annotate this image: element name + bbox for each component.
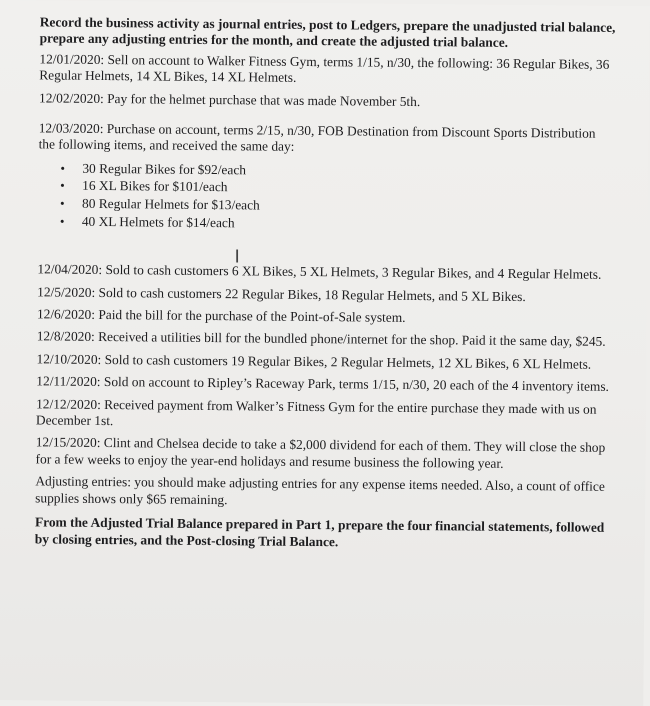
entry-12-15: 12/15/2020: Clint and Chelsea decide to take a $2,000 dividend for each of them. They will close the shop for a few weeks to enjoy the year-end holidays and resume business the following year. xyxy=(35,434,606,471)
entry-12-11: 12/11/2020: Sold on account to Ripley’s Raceway Park, terms 1/15, n/30, 20 each of the 4 inventory items. xyxy=(36,373,609,395)
entry-12-04: 12/04/2020: Sold to cash customers 6 XL Bikes, 5 XL Helmets, 3 Regular Bikes, and 4 Regular Helmets. xyxy=(37,261,602,283)
entry-12-12: 12/12/2020: Received payment from Walker’s Fitness Gym for the entire purchase they made with us on December 1st. xyxy=(35,396,597,429)
bullet: • xyxy=(59,195,65,211)
entry-12-02: 12/02/2020: Pay for the helmet purchase that was made November 5th. xyxy=(38,90,421,109)
bullet: • xyxy=(60,178,65,194)
purchase-item-label: 16 XL Bikes for $101/each xyxy=(82,178,228,195)
instructions-block xyxy=(31,14,616,52)
bullet: • xyxy=(59,213,65,229)
purchase-items-list xyxy=(38,159,615,235)
entry-12-05: 12/5/2020: Sold to cash customers 22 Regular Bikes, 18 Regular Helmets, and 5 XL Bikes. xyxy=(37,283,526,304)
entry-12-03: 12/03/2020: Purchase on account, terms 2/15, n/30, FOB Destination from Discount Sports Distribution the following items, and received the same day: xyxy=(38,120,596,155)
purchase-item-label: 40 XL Helmets for $14/each xyxy=(81,213,235,230)
financial-statements-instructions: From the Adjusted Trial Balance prepared in Part 1, prepare the four financial statements, followed by closing entries, and the Post-closing Trial Balance. xyxy=(34,514,605,549)
entry-12-06: 12/6/2020: Paid the bill for the purchase of the Point-of-Sale system. xyxy=(36,306,406,325)
purchase-item-label: 30 Regular Bikes for $92/each xyxy=(82,160,247,178)
text-cursor-icon: I xyxy=(234,246,240,268)
entry-12-01: 12/01/2020: Sell on account to Walker Fitness Gym, terms 1/15, n/30, the following: 36 Regular Bikes, 36 Regular Helmets, 14 XL Bikes, 14 XL Helmets. xyxy=(39,51,610,86)
intro-instructions: Record the business activity as journal entries, post to Ledgers, prepare the unadjusted trial balance, prepare any adjusting entries for the month, and create the adjusted trial balance. xyxy=(39,14,616,51)
bullet: • xyxy=(60,160,66,176)
entry-12-10: 12/10/2020: Sold to cash customers 19 Regular Bikes, 2 Regular Helmets, 12 XL Bikes, 6 XL Helmets. xyxy=(36,351,592,372)
adjusting-entries-note: Adjusting entries: you should make adjusting entries for any expense items needed. Also, a count of office supplies shows only $65 remaining. xyxy=(35,473,605,507)
entry-12-08: 12/8/2020: Received a utilities bill for the bundled phone/internet for the shop. Paid it the same day, $245. xyxy=(36,328,606,350)
purchase-item-label: 80 Regular Helmets for $13/each xyxy=(81,195,260,213)
